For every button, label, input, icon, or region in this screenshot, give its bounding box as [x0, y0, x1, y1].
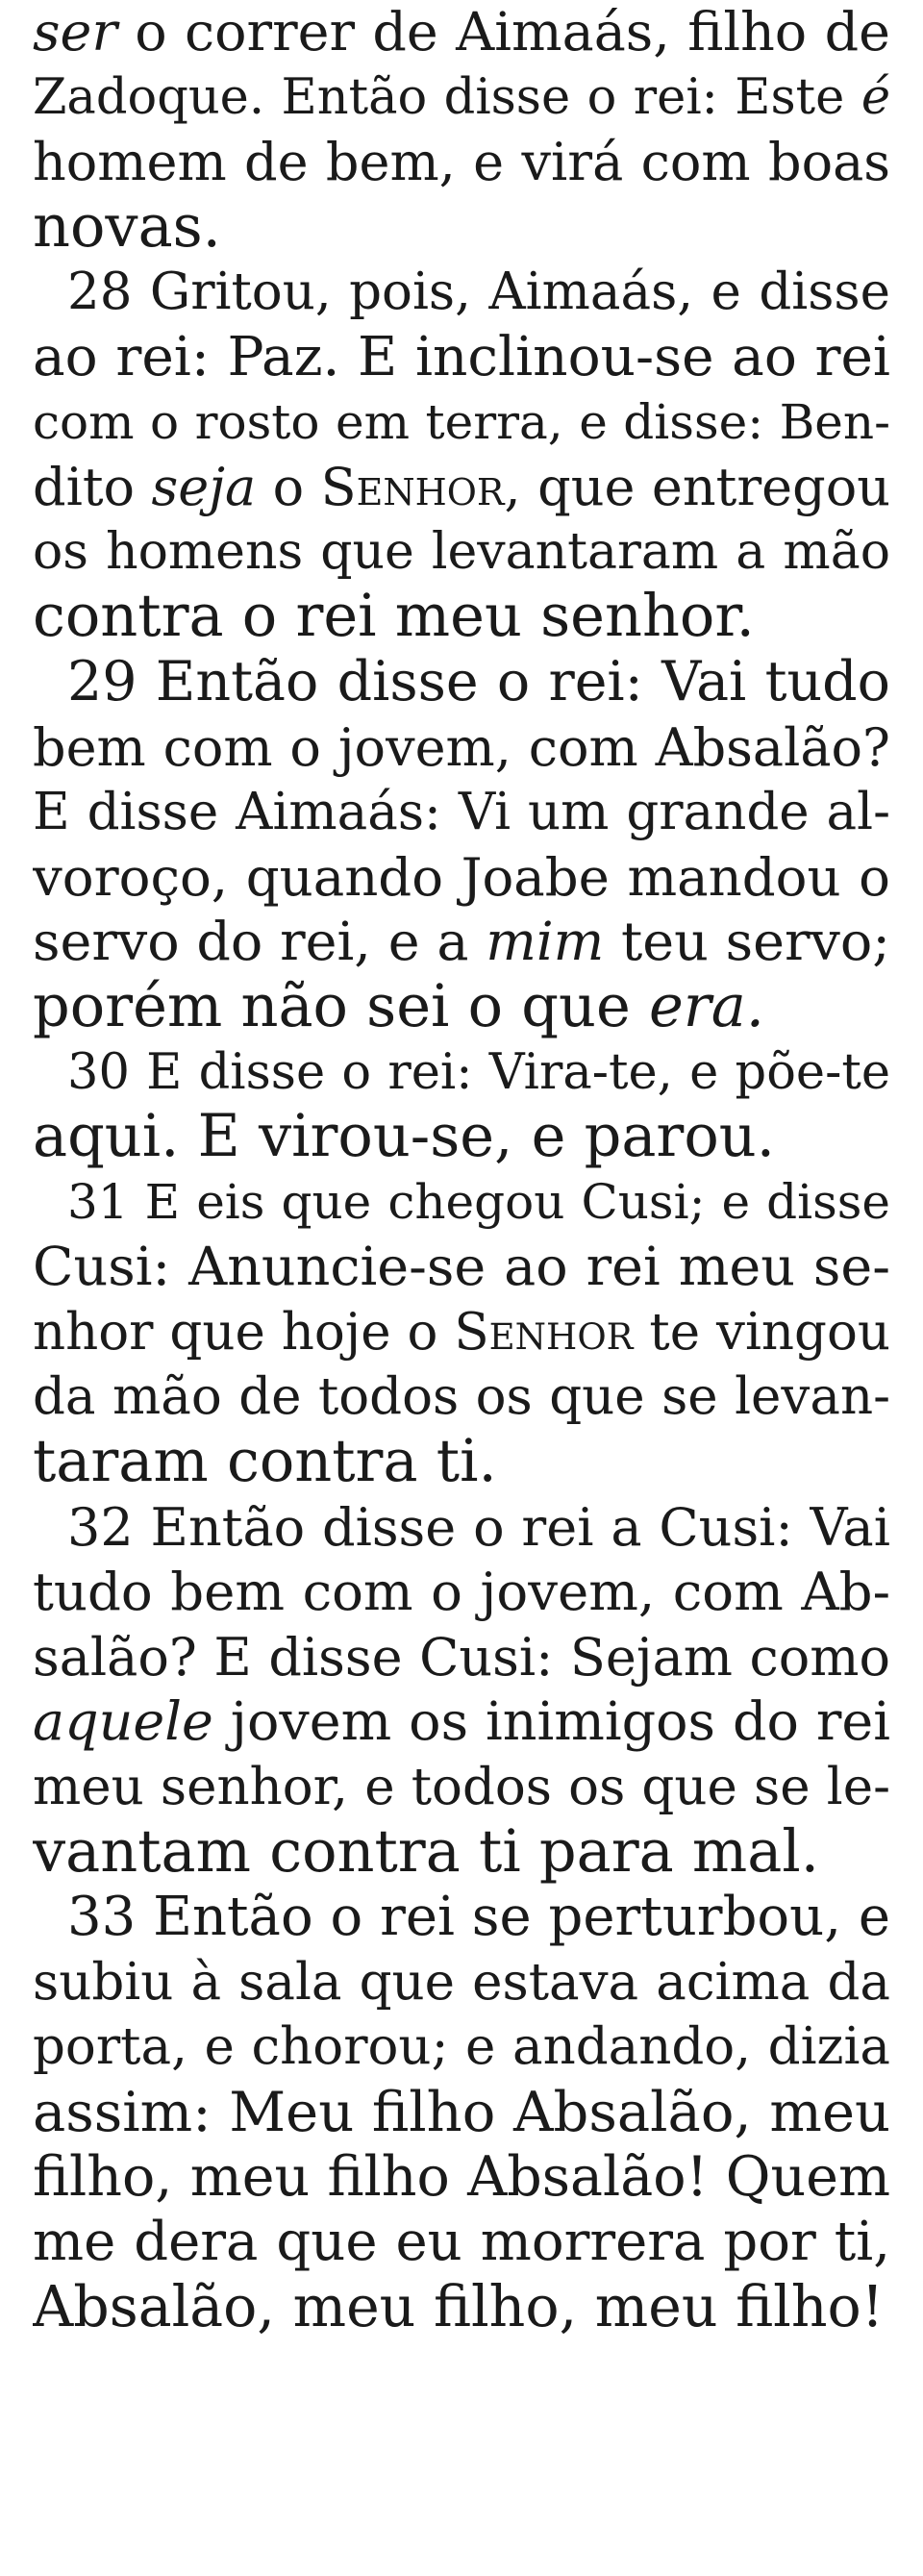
text-run: Cusi: Anuncie-se ao rei meu se- [33, 1236, 890, 1299]
text-run: taram contra ti. [33, 1430, 497, 1495]
verse-line [33, 0, 890, 65]
text-run: , que entregou [504, 457, 890, 518]
text-run: te vingou [633, 1302, 890, 1362]
verse-line [33, 1625, 890, 1690]
text-run: Zadoque. Então disse o rei: Este [33, 68, 861, 126]
verse-line [33, 2275, 890, 2340]
verse-v31 [33, 1170, 890, 1495]
text-run: assim: Meu filho Absalão, meu [33, 2080, 890, 2144]
verse-line [33, 390, 890, 456]
verse-line [33, 1364, 890, 1430]
verse-cont [33, 0, 890, 260]
verse-line [33, 455, 890, 520]
text-run: tudo bem com o jovem, com Ab- [33, 1561, 890, 1623]
text-run: teu servo; [604, 911, 890, 974]
text-run: 29 Então disse o rei: Vai tudo [67, 649, 890, 713]
verse-line [33, 845, 890, 911]
text-run: da mão de todos os que se levan- [33, 1367, 890, 1427]
text-run: bem com o jovem, com Absalão? [33, 716, 890, 778]
text-run: Absalão, meu filho, meu filho! [33, 2274, 885, 2339]
text-run: vantam contra ti para mal. [33, 1819, 819, 1886]
italic-word: ser [33, 1, 117, 63]
verse-line [33, 780, 890, 845]
verse-line [33, 2080, 890, 2145]
text-run: contra o rei meu senhor. [33, 585, 755, 650]
verse-line [33, 1689, 890, 1755]
text-run: aqui. E virou-se, e parou. [33, 1105, 775, 1170]
verse-line [33, 1950, 890, 2015]
text-run: dito [33, 457, 152, 518]
text-run: servo do rei, e a [33, 911, 486, 974]
italic-word: seja [151, 457, 257, 518]
text-run: porém não sei o que [33, 974, 649, 1040]
verse-line [33, 195, 890, 261]
verse-line [33, 130, 890, 195]
italic-word: aquele [33, 1690, 213, 1754]
verse-line [33, 325, 890, 390]
text-run: voroço, quando Joabe mandou o [33, 845, 890, 908]
text-run: o correr de Aimaás, filho de [116, 1, 890, 63]
verse-line [33, 1560, 890, 1625]
verse-line [33, 1300, 890, 1365]
verse-line [33, 650, 890, 715]
verse-line [33, 65, 890, 131]
text-run: 33 Então o rei se perturbou, e [67, 1886, 890, 1949]
verse-line [33, 1170, 890, 1236]
text-run: homem de bem, e virá com boas [33, 132, 890, 193]
verse-line [33, 975, 890, 1040]
text-run: nhor que hoje o [33, 1302, 455, 1362]
text-run: subiu à sala que estava acima da [33, 1952, 890, 2012]
verse-line [33, 2014, 890, 2080]
verse-line [33, 1235, 890, 1300]
verse-line [33, 1755, 890, 1820]
text-run: porta, e chorou; e andando, dizia [33, 2017, 890, 2077]
verse-line [33, 1430, 890, 1495]
text-run: 30 E disse o rei: Vira-te, e põe-te [67, 1043, 890, 1101]
verse-v32 [33, 1495, 890, 1886]
text-run: filho, meu filho Absalão! Quem [33, 2144, 890, 2209]
italic-word: é [861, 68, 890, 126]
text-run: me dera que eu morrera por ti, [33, 2211, 890, 2274]
text-run: salão? E disse Cusi: Sejam como [33, 1626, 890, 1688]
verse-line [33, 520, 890, 586]
verse-line [33, 715, 890, 781]
verse-line [33, 1040, 890, 1106]
text-run: 28 Gritou, pois, Aimaás, e disse [67, 263, 890, 322]
verse-line [33, 585, 890, 650]
verse-line [33, 2210, 890, 2275]
verse-line [33, 2145, 890, 2211]
small-caps-word: Senhor [454, 1302, 634, 1362]
text-run: os homens que levantaram a mão [33, 522, 890, 581]
verse-line [33, 1105, 890, 1170]
verse-line [33, 260, 890, 325]
text-run: ao rei: Paz. E inclinou-se ao rei [33, 325, 890, 388]
text-run: com o rosto em terra, e disse: Ben- [33, 393, 890, 450]
text-run: meu senhor, e todos os que se le- [33, 1758, 890, 1817]
verse-v33 [33, 1885, 890, 2339]
small-caps-word: Senhor [320, 457, 505, 518]
verse-line [33, 1885, 890, 1950]
verse-line [33, 910, 890, 975]
italic-word: era. [648, 974, 765, 1040]
text-run: novas. [33, 194, 221, 261]
text-run: E disse Aimaás: Vi um grande al- [33, 783, 890, 842]
verse-v29 [33, 650, 890, 1040]
text-run: jovem os inimigos do rei [212, 1690, 890, 1754]
text-run: 32 Então disse o rei a Cusi: Vai [67, 1496, 890, 1558]
verse-v28 [33, 260, 890, 650]
verse-v30 [33, 1040, 890, 1170]
verse-line [33, 1495, 890, 1561]
text-run: o [256, 457, 321, 518]
italic-word: mim [486, 911, 605, 974]
text-run: 31 E eis que chegou Cusi; e disse [67, 1173, 890, 1230]
verse-line [33, 1820, 890, 1886]
